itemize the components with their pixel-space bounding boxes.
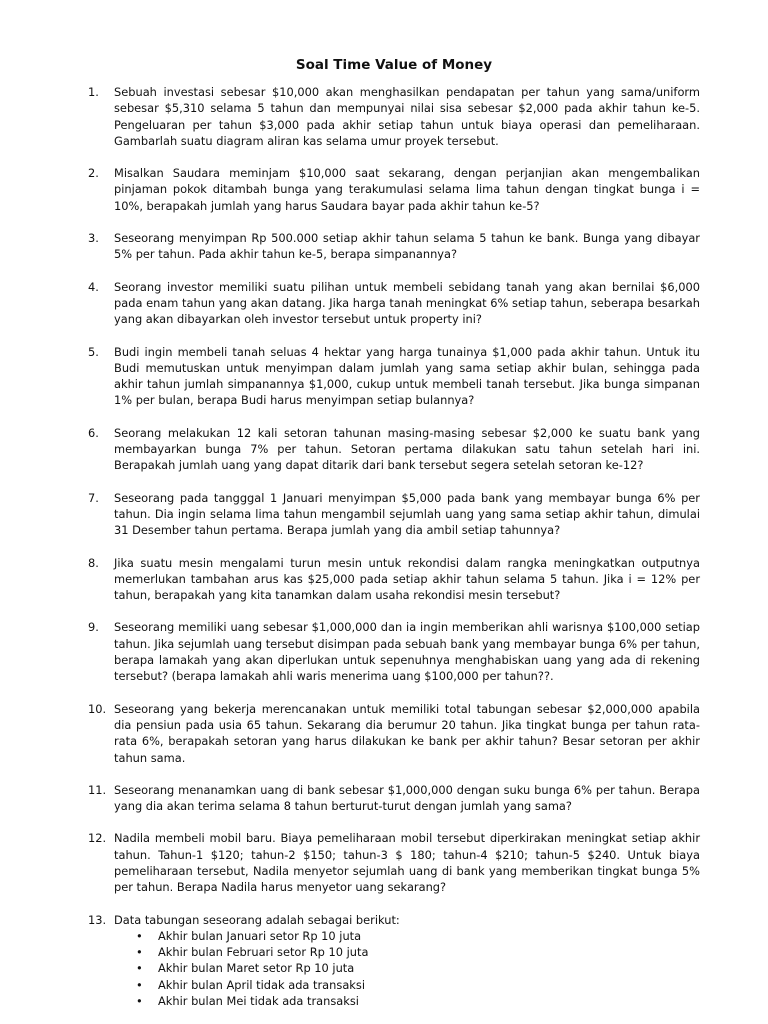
- bullet-icon: •: [136, 928, 143, 943]
- question-list: [88, 84, 700, 1009]
- question-text: Seseorang pada tangggal 1 Januari menyimpan $5,000 pada bank yang membayar bunga 6% per tahun. Dia ingin selama lima tahun mengambil sejumlah uang yang sama setiap akhir tahun, dimulai 31 Desember tahun pertama. Berapa jumlah yang dia ambil setiap tahunnya?: [114, 490, 700, 538]
- list-item-text: Akhir bulan Mei tidak ada transaksi: [158, 994, 359, 1009]
- list-item-text: Akhir bulan Januari setor Rp 10 juta: [158, 928, 362, 943]
- question-text: Seseorang yang bekerja merencanakan untuk memiliki total tabungan sebesar $2,000,000 apabila dia pensiun pada usia 65 tahun. Sekarang dia berumur 20 tahun. Jika tingkat bunga per tahun rata-rata 6%, berapakah setoran yang harus dilakukan ke bank per akhir tahun? Besar setoran per akhir tahun sama.: [114, 701, 700, 765]
- question-item-1: [88, 84, 700, 149]
- question-number: 5.: [88, 344, 99, 359]
- question-item-3: [88, 230, 700, 263]
- bullet-icon: •: [136, 994, 143, 1009]
- question-number: 12.: [88, 831, 107, 846]
- question-item-7: [88, 490, 700, 539]
- question-item-11: [88, 782, 700, 815]
- question-item-6: [88, 425, 700, 474]
- question-text: Budi ingin membeli tanah seluas 4 hektar yang harga tunainya $1,000 pada akhir tahun. Untuk itu Budi memutuskan untuk menyimpan dalam jumlah yang sama setiap akhir bulan, sehingga pada akhir tahun jumlah simpanannya $1,000, cukup untuk membeli tanah tersebut. Jika bunga simpanan 1% per bulan, berapa Budi harus menyimpan setiap bulannya?: [114, 344, 700, 408]
- question-text: Nadila membeli mobil baru. Biaya pemeliharaan mobil tersebut diperkirakan meningkat setiap akhir tahun. Tahun-1 $120; tahun-2 $150; tahun-3 $ 180; tahun-4 $210; tahun-5 $240. Untuk biaya pemeliharaan tersebut, Nadila menyetor sejumlah uang di bank yang memberikan tingkat bunga 5% per tahun. Berapa Nadila harus menyetor uang sekarang?: [114, 831, 700, 895]
- question-number: 11.: [88, 782, 107, 797]
- list-item: [136, 977, 700, 993]
- question-text: Jika suatu mesin mengalami turun mesin untuk rekondisi dalam rangka meningkatkan outputnya memerlukan tambahan arus kas $25,000 pada setiap akhir tahun selama 5 tahun. Jika i = 12% per tahun, berapakah yang kita tanamkan dalam usaha rekondisi mesin tersebut?: [114, 555, 700, 603]
- bullet-icon: •: [136, 961, 143, 976]
- document-title: Soal Time Value of Money: [295, 57, 493, 73]
- list-item-text: Akhir bulan Februari setor Rp 10 juta: [158, 945, 369, 960]
- question-item-12: [88, 830, 700, 895]
- question-number: 6.: [88, 425, 99, 440]
- question-number: 7.: [88, 490, 99, 505]
- bullet-icon: •: [136, 977, 143, 992]
- savings-bullet-list: [114, 928, 700, 1009]
- list-item-text: Akhir bulan April tidak ada transaksi: [158, 977, 365, 992]
- question-item-8: [88, 555, 700, 604]
- question-text: Seseorang memiliki uang sebesar $1,000,000 dan ia ingin memberikan ahli warisnya $100,000 setiap tahun. Jika sejumlah uang tersebut disimpan pada sebuah bank yang membayar bunga 6% per tahun, berapa lamakah yang akan diperlukan untuk sepenuhnya menghabiskan uang yang ada di rekening tersebut? (berapa lamakah ahli waris menerima uang $100,000 per tahun??.: [114, 620, 700, 684]
- question-number: 3.: [88, 231, 99, 246]
- bullet-icon: •: [136, 945, 143, 960]
- question-number: 10.: [88, 701, 107, 716]
- question-text: Data tabungan seseorang adalah sebagai berikut:: [114, 912, 400, 927]
- question-number: 4.: [88, 279, 99, 294]
- question-number: 1.: [88, 85, 99, 99]
- question-text: Sebuah investasi sebesar $10,000 akan menghasilkan pendapatan per tahun yang sama/uniform sebesar $5,310 selama 5 tahun dan mempunyai nilai sisa sebesar $2,000 pada akhir tahun ke-5. Pengeluaran per tahun $3,000 pada akhir setiap tahun untuk biaya operasi dan pemeliharaan. Gambarlah suatu diagram aliran kas selama umur proyek tersebut.: [114, 85, 700, 148]
- list-item-text: Akhir bulan Maret setor Rp 10 juta: [158, 961, 355, 976]
- question-text: Seorang melakukan 12 kali setoran tahunan masing-masing sebesar $2,000 ke suatu bank yang membayarkan bunga 7% per tahun. Setoran pertama dilakukan satu tahun setelah hari ini. Berapakah jumlah uang yang dapat ditarik dari bank tersebut segera setelah setoran ke-12?: [114, 425, 700, 473]
- list-item: [136, 960, 700, 976]
- question-item-4: [88, 279, 700, 328]
- list-item: [136, 928, 700, 944]
- list-item: [136, 993, 700, 1009]
- question-text: Seorang investor memiliki suatu pilihan untuk membeli sebidang tanah yang akan bernilai $6,000 pada enam tahun yang akan datang. Jika harga tanah meningkat 6% setiap tahun, seberapa besarkah yang akan dibayarkan oleh investor tersebut untuk property ini?: [114, 279, 700, 327]
- question-text: Misalkan Saudara meminjam $10,000 saat sekarang, dengan perjanjian akan mengembalikan pinjaman pokok ditambah bunga yang terakumulasi selama lima tahun dengan tingkat bunga i = 10%, berapakah jumlah yang harus Saudara bayar pada akhir tahun ke-5?: [114, 166, 700, 213]
- question-item-9: [88, 619, 700, 684]
- question-number: 13.: [88, 912, 107, 927]
- question-item-5: [88, 344, 700, 409]
- question-item-10: [88, 701, 700, 766]
- list-item: [136, 944, 700, 960]
- question-text: Seseorang menyimpan Rp 500.000 setiap akhir tahun selama 5 tahun ke bank. Bunga yang dibayar 5% per tahun. Pada akhir tahun ke-5, berapa simpanannya?: [114, 231, 700, 262]
- question-item-2: [88, 165, 700, 214]
- question-text: Seseorang menanamkan uang di bank sebesar $1,000,000 dengan suku bunga 6% per tahun. Berapa yang dia akan terima selama 8 tahun berturut-turut dengan jumlah yang sama?: [114, 782, 700, 814]
- question-number: 9.: [88, 620, 99, 635]
- question-number: 2.: [88, 166, 99, 181]
- question-number: 8.: [88, 555, 99, 570]
- question-item-13: [88, 912, 700, 1010]
